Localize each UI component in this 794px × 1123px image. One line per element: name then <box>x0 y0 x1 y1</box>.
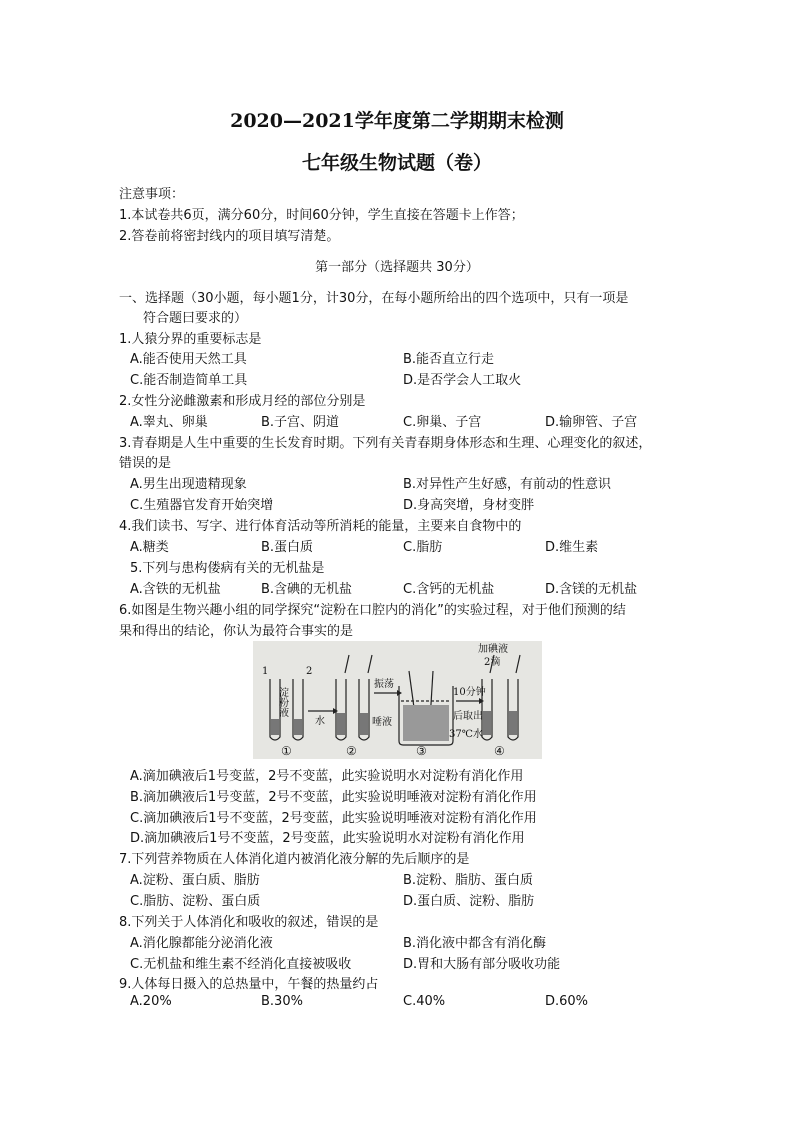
fig-takeout-label: 后取出 <box>453 711 483 722</box>
question-2-option-b: B.子宫、阴道 <box>261 415 340 430</box>
question-5-option-a: A.含铁的无机盐 <box>130 582 221 597</box>
question-6-stem-cont: 果和得出的结论，你认为最符合事实的是 <box>119 624 354 639</box>
question-1-option-d: D.是否学会人工取火 <box>403 373 522 388</box>
fig-temp-label: 37℃水 <box>449 729 483 740</box>
question-3-stem-cont: 错误的是 <box>119 456 172 471</box>
question-1-stem: 1.人猿分界的重要标志是 <box>119 332 262 347</box>
question-5-option-d: D.含镁的无机盐 <box>545 582 638 597</box>
fig-tube-2-label: 2 <box>306 666 313 677</box>
question-2-stem: 2.女性分泌雌激素和形成月经的部位分别是 <box>119 394 366 409</box>
question-8-stem: 8.下列关于人体消化和吸收的叙述，错误的是 <box>119 915 379 930</box>
question-9-option-a: A.20% <box>130 994 172 1009</box>
question-9-stem: 9.人体每日摄入的总热量中，午餐的热量约占 <box>119 977 379 992</box>
question-5-stem: 5.下列与患构偻病有关的无机盐是 <box>130 561 325 576</box>
fig-starch-label: 淀粉液 <box>276 687 288 717</box>
question-2-option-a: A.睾丸、卵巢 <box>130 415 208 430</box>
question-7-option-c: C.脂肪、淀粉、蛋白质 <box>130 894 261 909</box>
question-6-stem: 6.如图是生物兴趣小组的同学探究“淀粉在口腔内的消化”的实验过程，对于他们预测的结 <box>119 603 626 618</box>
question-3-option-c: C.生殖器官发育开始突增 <box>130 498 274 513</box>
fig-saliva-label: 唾液 <box>372 717 392 728</box>
fig-water-label: 水 <box>315 716 325 727</box>
question-6-option-c: C.滴加碘液后1号不变蓝，2号变蓝，此实验说明唾液对淀粉有消化作用 <box>130 811 537 826</box>
fig-shake-label: 振荡 <box>374 679 394 690</box>
question-7-option-b: B.淀粉、脂肪、蛋白质 <box>403 873 534 888</box>
fig-step-1: ① <box>281 744 292 758</box>
fig-tube-1-label: 1 <box>262 666 269 677</box>
question-2-option-d: D.输卵管、子宫 <box>545 415 638 430</box>
question-8-option-a: A.消化腺都能分泌消化液 <box>130 936 273 951</box>
question-4-stem: 4.我们读书、写字、进行体育活动等所消耗的能量，主要来自食物中的 <box>119 519 522 534</box>
question-9-option-d: D.60% <box>545 994 589 1009</box>
question-4-option-c: C.脂肪 <box>403 540 443 555</box>
question-5-option-b: B.含碘的无机盐 <box>261 582 353 597</box>
question-2-option-c: C.卵巢、子宫 <box>403 415 482 430</box>
section-instruction: 一、选择题（30小题，每小题1分，计30分，在每小题所给出的四个选项中，只有一项是 <box>119 291 629 306</box>
question-3-option-b: B.对异性产生好感，有前动的性意识 <box>403 477 612 492</box>
question-8-option-c: C.无机盐和维生素不经消化直接被吸收 <box>130 957 352 972</box>
question-7-option-a: A.淀粉、蛋白质、脂肪 <box>130 873 260 888</box>
notice-heading: 注意事项： <box>119 187 185 202</box>
question-3-option-d: D.身高突增，身材变胖 <box>403 498 535 513</box>
question-1-option-c: C.能否制造简单工具 <box>130 373 248 388</box>
fig-step-2: ② <box>346 744 357 758</box>
section-instruction-cont: 符合题曰要求的） <box>143 311 248 326</box>
question-8-option-b: B.消化液中都含有消化酶 <box>403 936 547 951</box>
exam-title: 2020—2021学年度第二学期期末检测 <box>230 110 564 132</box>
starch-digestion-experiment-figure <box>253 641 542 759</box>
fig-drops-label: 2滴 <box>484 657 501 668</box>
question-3-option-a: A.男生出现遗精现象 <box>130 477 247 492</box>
exam-subtitle: 七年级生物试题（卷） <box>301 152 492 174</box>
fig-step-4: ④ <box>494 744 505 758</box>
question-6-option-a: A.滴加碘液后1号变蓝，2号不变蓝，此实验说明水对淀粉有消化作用 <box>130 769 524 784</box>
question-6-option-b: B.滴加碘液后1号变蓝，2号不变蓝，此实验说明唾液对淀粉有消化作用 <box>130 790 537 805</box>
question-7-stem: 7.下列营养物质在人体消化道内被消化液分解的先后顺序的是 <box>119 852 470 867</box>
question-1-option-a: A.能否使用天然工具 <box>130 352 247 367</box>
question-9-option-c: C.40% <box>403 994 446 1009</box>
question-4-option-a: A.糖类 <box>130 540 169 555</box>
question-7-option-d: D.蛋白质、淀粉、脂肪 <box>403 894 535 909</box>
question-9-option-b: B.30% <box>261 994 303 1009</box>
part-one-title: 第一部分（选择题共 30分） <box>315 260 479 275</box>
question-4-option-d: D.维生素 <box>545 540 599 555</box>
question-4-option-b: B.蛋白质 <box>261 540 314 555</box>
question-5-option-c: C.含钙的无机盐 <box>403 582 495 597</box>
fig-iodine-label: 加碘液 <box>478 644 508 655</box>
question-3-stem: 3.青春期是人生中重要的生长发育时期。下列有关青春期身体形态和生理、心理变化的叙述， <box>119 436 652 451</box>
question-6-option-d: D.滴加碘液后1号不变蓝，2号变蓝，此实验说明水对淀粉有消化作用 <box>130 831 525 846</box>
notice-item-2: 2.答卷前将密封线内的项目填写清楚。 <box>119 229 340 244</box>
question-1-option-b: B.能否直立行走 <box>403 352 495 367</box>
question-8-option-d: D.胃和大肠有部分吸收功能 <box>403 957 561 972</box>
fig-time-label: 10分钟 <box>453 687 486 698</box>
fig-step-3: ③ <box>416 744 427 758</box>
notice-item-1: 1.本试卷共6页，满分60分，时间60分钟，学生直接在答题卡上作答； <box>119 208 524 223</box>
